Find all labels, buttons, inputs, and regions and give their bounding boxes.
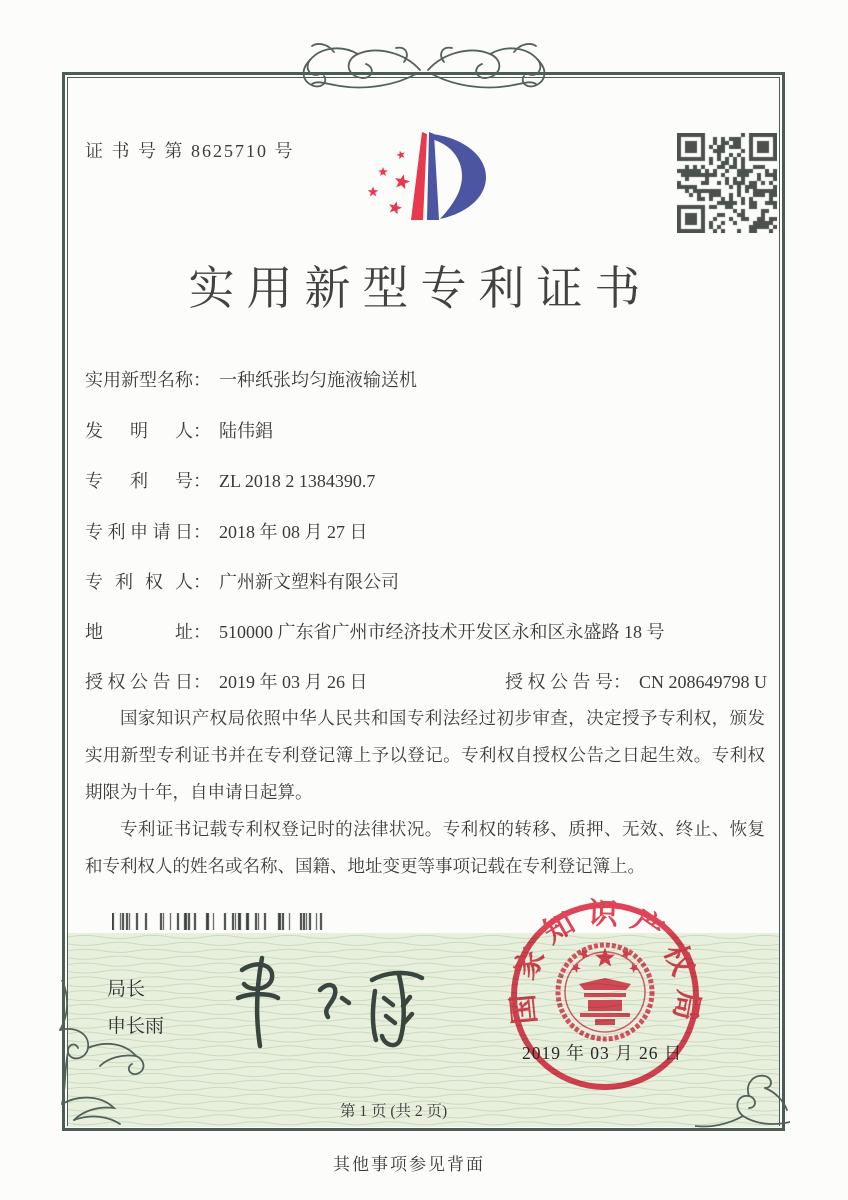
field-label: 授权公告日 bbox=[85, 672, 193, 692]
bottom-left-flourish-ornament bbox=[56, 980, 176, 1135]
field-patent-number bbox=[85, 467, 375, 493]
field-label: 专利权人 bbox=[85, 572, 193, 592]
field-value: CN 208649798 U bbox=[639, 672, 768, 692]
page-indicator: 第 1 页 (共 2 页) bbox=[340, 1103, 448, 1120]
field-value: 2018 年 08 月 27 日 bbox=[219, 522, 368, 542]
cnipa-logo-icon bbox=[352, 122, 512, 232]
body-paragraph-2: 专利证书记载专利权登记时的法律状况。专利权的转移、质押、无效、终止、恢复和专利权人的姓名或名称、国籍、地址变更等事项记载在专利登记簿上。 bbox=[85, 819, 765, 876]
colon: ： bbox=[193, 370, 211, 390]
signature-handwriting bbox=[220, 950, 470, 1055]
top-flourish-ornament bbox=[296, 40, 552, 102]
colon: ： bbox=[193, 471, 211, 491]
field-value: 陆伟錩 bbox=[219, 421, 273, 441]
field-value: 2019 年 03 月 26 日 bbox=[219, 672, 368, 692]
field-utility-model-name bbox=[85, 366, 417, 392]
seal-ring-text: 国家知识产权局 bbox=[505, 897, 705, 1034]
field-label: 授权公告号 bbox=[505, 672, 613, 692]
body-paragraph-1: 国家知识产权局依照中华人民共和国专利法经过初步审查，决定授予专利权，颁发实用新型专利证书并在专利登记簿上予以登记。专利权自授权公告之日起生效。专利权期限为十年，自申请日起算。 bbox=[85, 708, 765, 802]
field-label: 专利号 bbox=[85, 471, 193, 491]
field-value: 广州新文塑料有限公司 bbox=[219, 572, 399, 592]
field-value: 510000 广东省广州市经济技术开发区永和区永盛路 18 号 bbox=[219, 622, 665, 642]
field-patentee bbox=[85, 568, 399, 594]
certificate-title: 实用新型专利证书 bbox=[188, 263, 653, 314]
qr-code bbox=[677, 133, 777, 233]
field-value: 一种纸张均匀施液输送机 bbox=[219, 370, 417, 390]
colon: ： bbox=[193, 572, 211, 592]
back-note: 其他事项参见背面 bbox=[333, 1155, 485, 1174]
colon: ： bbox=[193, 672, 211, 692]
field-label: 地址 bbox=[85, 622, 193, 642]
colon: ： bbox=[193, 421, 211, 441]
colon: ： bbox=[613, 672, 631, 692]
officer-name: 申长雨 bbox=[107, 1016, 165, 1037]
bottom-right-flourish-ornament bbox=[695, 1072, 790, 1134]
colon: ： bbox=[193, 522, 211, 542]
colon: ： bbox=[193, 622, 211, 642]
seal-date: 2019 年 03 月 26 日 bbox=[522, 1043, 683, 1063]
field-grant-row bbox=[85, 668, 768, 694]
field-value: ZL 2018 2 1384390.7 bbox=[219, 471, 376, 491]
field-label: 发明人 bbox=[85, 421, 193, 441]
certificate-number: 证 书 号 第 8625710 号 bbox=[85, 141, 295, 161]
field-address bbox=[85, 618, 665, 644]
certificate-body-text bbox=[85, 700, 765, 885]
barcode bbox=[112, 913, 324, 930]
official-seal bbox=[505, 896, 705, 1096]
national-emblem bbox=[558, 945, 652, 1039]
field-grant-number bbox=[505, 668, 767, 694]
field-filing-date bbox=[85, 518, 368, 544]
field-label: 实用新型名称 bbox=[85, 370, 193, 390]
field-inventor bbox=[85, 417, 273, 443]
logo-stars bbox=[368, 151, 410, 215]
officer-title: 局长 bbox=[107, 979, 146, 1000]
field-label: 专利申请日 bbox=[85, 522, 193, 542]
field-grant-date bbox=[85, 672, 368, 692]
